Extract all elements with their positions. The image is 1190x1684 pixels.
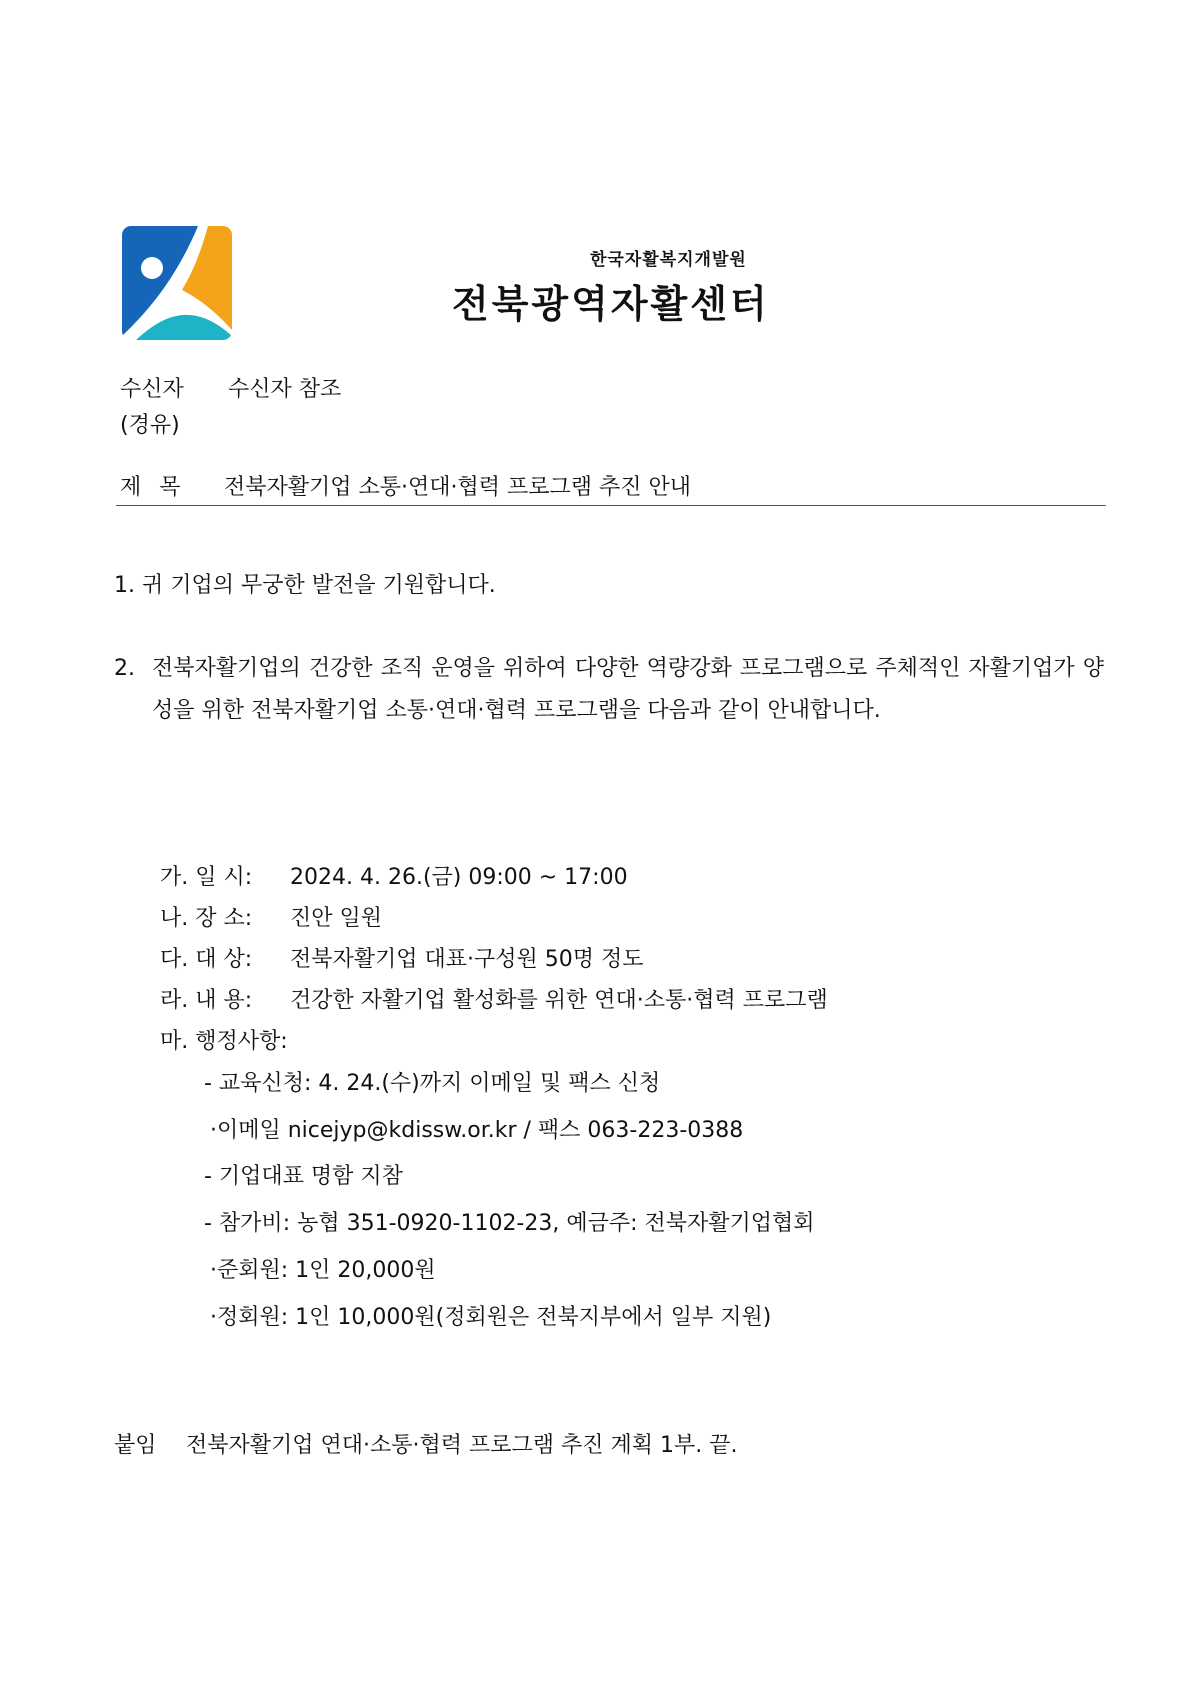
via-label: (경유) bbox=[120, 413, 180, 438]
admin-fee: - 참가비: 농협 351-0920-1102-23, 예금주: 전북자활기업협회 bbox=[204, 1211, 815, 1236]
subject-label: 제목 bbox=[120, 475, 199, 500]
detail-key: 가. 일 시: bbox=[160, 865, 253, 890]
recipient-value: 수신자 참조 bbox=[228, 377, 342, 402]
admin-fee-regular: ·정회원: 1인 10,000원(정회원은 전북지부에서 일부 지원) bbox=[210, 1305, 772, 1330]
detail-key: 라. 내 용: bbox=[160, 988, 253, 1013]
admin-contact: ·이메일 nicejyp@kdissw.or.kr / 팩스 063-223-0388 bbox=[210, 1118, 744, 1143]
paragraph-number: 1. bbox=[114, 573, 135, 598]
subject-divider bbox=[116, 505, 1106, 506]
attachment-value: 전북자활기업 연대·소통·협력 프로그램 추진 계획 1부. 끝. bbox=[186, 1433, 738, 1458]
admin-fee-associate: ·준회원: 1인 20,000원 bbox=[210, 1258, 436, 1283]
detail-key: 나. 장 소: bbox=[160, 906, 253, 931]
detail-value: 진안 일원 bbox=[290, 906, 383, 931]
recipient-label: 수신자 bbox=[120, 377, 184, 402]
detail-target bbox=[160, 942, 644, 973]
paragraph-2 bbox=[114, 648, 1104, 732]
detail-value: 2024. 4. 26.(금) 09:00 ~ 17:00 bbox=[290, 865, 628, 890]
logo-white-dot bbox=[141, 257, 163, 279]
detail-value: 건강한 자활기업 활성화를 위한 연대·소통·협력 프로그램 bbox=[290, 988, 828, 1013]
center-logo bbox=[122, 226, 232, 340]
org-name: 전북광역자활센터 bbox=[452, 282, 770, 326]
attachment-row bbox=[114, 1428, 737, 1459]
detail-key: 다. 대 상: bbox=[160, 947, 253, 972]
detail-content bbox=[160, 983, 828, 1014]
paragraph-1 bbox=[114, 568, 496, 599]
subject-value: 전북자활기업 소통·연대·협력 프로그램 추진 안내 bbox=[224, 475, 692, 500]
admin-registration: - 교육신청: 4. 24.(수)까지 이메일 및 팩스 신청 bbox=[204, 1071, 661, 1096]
detail-place bbox=[160, 901, 382, 932]
detail-key: 마. 행정사항: bbox=[160, 1029, 288, 1054]
org-parent-name: 한국자활복지개발원 bbox=[590, 250, 747, 270]
detail-value: 전북자활기업 대표·구성원 50명 정도 bbox=[290, 947, 644, 972]
paragraph-text: 귀 기업의 무궁한 발전을 기원합니다. bbox=[142, 573, 496, 598]
recipient-row bbox=[120, 372, 341, 403]
detail-admin bbox=[160, 1024, 288, 1055]
attachment-label: 붙임 bbox=[114, 1433, 157, 1458]
subject-row bbox=[120, 470, 1110, 501]
paragraph-text: 전북자활기업의 건강한 조직 운영을 위하여 다양한 역량강화 프로그램으로 주체적인 자활기업가 양성을 위한 전북자활기업 소통·연대·협력 프로그램을 다음과 같이 안내합니다. bbox=[152, 656, 1104, 723]
admin-business-card: - 기업대표 명함 지참 bbox=[204, 1164, 403, 1189]
paragraph-number: 2. bbox=[114, 656, 135, 681]
detail-date bbox=[160, 860, 628, 891]
